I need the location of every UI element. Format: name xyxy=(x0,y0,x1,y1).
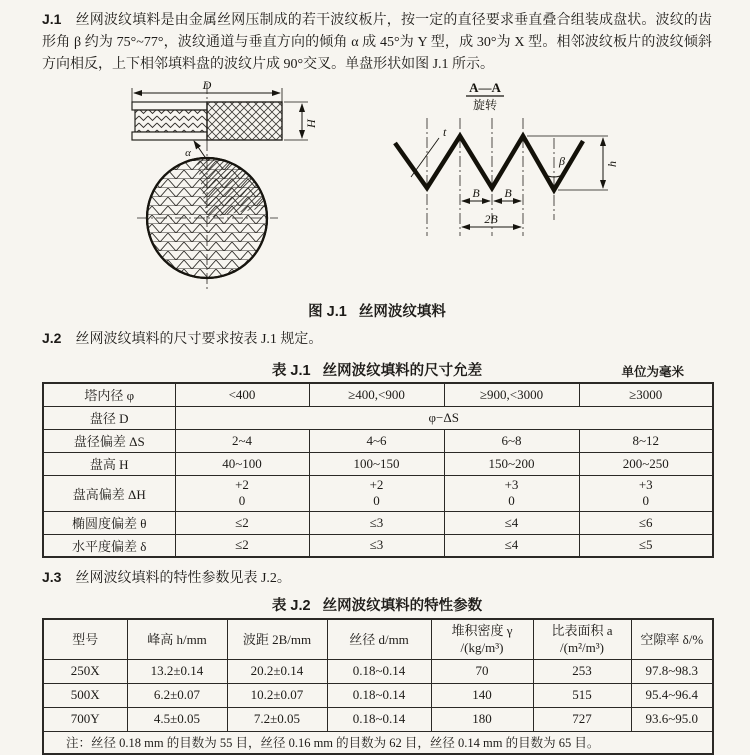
table-note-row xyxy=(43,731,713,754)
table-j2-title xyxy=(42,594,712,615)
col-header-wave-pitch: 波距 2B/mm xyxy=(227,619,327,659)
cell: ≤5 xyxy=(579,534,713,557)
table-j2 xyxy=(42,618,714,755)
cell: 10.2±0.07 xyxy=(227,683,327,707)
table-header-row xyxy=(43,619,713,659)
paragraph-j1 xyxy=(42,8,712,76)
col-header-specific-surface: 比表面积 a /(m²/m³) xyxy=(533,619,631,659)
table-row xyxy=(43,475,713,511)
cell: 180 xyxy=(431,707,533,731)
figure-corrugation-profile xyxy=(375,80,695,258)
cell xyxy=(444,475,579,511)
cell: 4~6 xyxy=(309,429,444,452)
clause-number-j1: J.1 xyxy=(42,11,62,27)
cell xyxy=(579,475,713,511)
clause-number-j2: J.2 xyxy=(42,330,62,346)
row-header-tower-diameter: 塔内径 φ xyxy=(43,383,175,406)
row-header-diameter-deviation: 盘径偏差 ΔS xyxy=(43,429,175,452)
figure-caption xyxy=(42,300,712,321)
cell: ≤2 xyxy=(175,534,309,557)
paragraph-j2 xyxy=(42,327,712,351)
cell: 13.2±0.14 xyxy=(127,659,227,683)
cell: 7.2±0.05 xyxy=(227,707,327,731)
cell: 0.18~0.14 xyxy=(327,683,431,707)
table-row xyxy=(43,659,713,683)
cell: 100~150 xyxy=(309,452,444,475)
cell: 140 xyxy=(431,683,533,707)
table-j1-title-row xyxy=(42,359,712,379)
cell: 6.2±0.07 xyxy=(127,683,227,707)
cell: ≤3 xyxy=(309,534,444,557)
cell: 4.5±0.05 xyxy=(127,707,227,731)
cell: 150~200 xyxy=(444,452,579,475)
cell: ≤4 xyxy=(444,511,579,534)
cell: ≤6 xyxy=(579,511,713,534)
corrugation-zigzag xyxy=(395,136,583,190)
cell: 0.18~0.14 xyxy=(327,707,431,731)
col-header-bulk-density: 堆积密度 γ /(kg/m³) xyxy=(431,619,533,659)
cell: ≥900,<3000 xyxy=(444,383,579,406)
tolerance-upper: +3 xyxy=(638,477,653,492)
table-row xyxy=(43,683,713,707)
cell xyxy=(175,475,309,511)
table-j1-number: 表 J.1 xyxy=(271,363,311,379)
figure-j1 xyxy=(42,80,712,296)
figure-caption-title: 丝网波纹填料 xyxy=(358,304,446,320)
cell xyxy=(309,475,444,511)
period-label: 2B xyxy=(484,212,498,226)
cell: 253 xyxy=(533,659,631,683)
tolerance-lower: 0 xyxy=(373,493,380,508)
cell: 93.6~95.0 xyxy=(631,707,713,731)
tolerance-lower: 0 xyxy=(238,493,246,508)
dim-d-label: D xyxy=(202,80,212,92)
tolerance-upper: +2 xyxy=(235,477,249,492)
cell: 515 xyxy=(533,683,631,707)
paragraph-j2-text: 丝网波纹填料的尺寸要求按表 J.1 规定。 xyxy=(75,332,323,347)
figure-caption-number: 图 J.1 xyxy=(308,304,347,320)
row-header-disc-diameter: 盘径 D xyxy=(43,406,175,429)
cell: 250X xyxy=(43,659,127,683)
dimension-H xyxy=(284,102,318,140)
cell: 500X xyxy=(43,683,127,707)
col-header-void-fraction: 空隙率 δ/% xyxy=(631,619,713,659)
table-row xyxy=(43,383,713,406)
h-label: h xyxy=(605,161,619,167)
row-header-height-deviation: 盘高偏差 ΔH xyxy=(43,475,175,511)
cell: ≤3 xyxy=(309,511,444,534)
table-j2-number: 表 J.2 xyxy=(271,598,311,614)
b-right-label: B xyxy=(504,186,512,200)
cell: 95.4~96.4 xyxy=(631,683,713,707)
cell: 97.8~98.3 xyxy=(631,659,713,683)
tolerance-upper: +2 xyxy=(369,477,384,492)
cell: 200~250 xyxy=(579,452,713,475)
dimension-2B xyxy=(462,212,521,227)
cell: 2~4 xyxy=(175,429,309,452)
table-j1-title xyxy=(42,359,712,380)
cell: <400 xyxy=(175,383,309,406)
section-title xyxy=(466,80,504,112)
table-j2-title-text: 丝网波纹填料的特性参数 xyxy=(322,598,483,614)
cell: 6~8 xyxy=(444,429,579,452)
row-header-ellipticity-deviation: 椭圆度偏差 θ xyxy=(43,511,175,534)
table-row xyxy=(43,452,713,475)
cell: 40~100 xyxy=(175,452,309,475)
col-header-model: 型号 xyxy=(43,619,127,659)
table-j1-title-text: 丝网波纹填料的尺寸允差 xyxy=(322,363,483,379)
figure-disc-views xyxy=(112,80,327,296)
col-header-peak-height: 峰高 h/mm xyxy=(127,619,227,659)
cell: ≤4 xyxy=(444,534,579,557)
angle-beta-label: β xyxy=(559,154,565,168)
cell: ≥400,<900 xyxy=(309,383,444,406)
cell: 700Y xyxy=(43,707,127,731)
cell: 727 xyxy=(533,707,631,731)
angle-alpha-label: α xyxy=(185,147,191,159)
col-header-wire-diameter: 丝径 d/mm xyxy=(327,619,431,659)
table-row xyxy=(43,707,713,731)
table-row xyxy=(43,511,713,534)
paragraph-j3 xyxy=(42,566,712,590)
cell: 70 xyxy=(431,659,533,683)
row-header-disc-height: 盘高 H xyxy=(43,452,175,475)
row-header-levelness-deviation: 水平度偏差 δ xyxy=(43,534,175,557)
tolerance-lower: 0 xyxy=(508,493,515,508)
table-j1 xyxy=(42,382,714,558)
dimension-t xyxy=(411,125,447,177)
crossed-sector xyxy=(197,158,267,218)
section-label: A—A xyxy=(469,80,501,95)
table-row xyxy=(43,534,713,557)
table-j1-unit: 单位为毫米 xyxy=(621,365,684,379)
table-row xyxy=(43,429,713,452)
paragraph-j3-text: 丝网波纹填料的特性参数见表 J.2。 xyxy=(75,571,291,586)
table-j2-note: 注：丝径 0.18 mm 的目数为 55 目，丝径 0.16 mm 的目数为 62 目，丝径 0.14 mm 的目数为 65 目。 xyxy=(43,731,713,754)
disc-plan-view xyxy=(137,158,278,278)
cell: 8~12 xyxy=(579,429,713,452)
cell: 0.18~0.14 xyxy=(327,659,431,683)
tolerance-lower: 0 xyxy=(642,493,649,508)
cell: ≤2 xyxy=(175,511,309,534)
cell: ≥3000 xyxy=(579,383,713,406)
cell-span: φ−ΔS xyxy=(175,406,713,429)
tolerance-upper: +3 xyxy=(504,477,519,492)
clause-number-j3: J.3 xyxy=(42,569,62,585)
rotate-label: 旋转 xyxy=(472,98,498,112)
thickness-label: t xyxy=(443,125,447,139)
cell: 20.2±0.14 xyxy=(227,659,327,683)
table-row xyxy=(43,406,713,429)
b-left-label: B xyxy=(472,186,480,200)
dim-h-label: H xyxy=(304,119,318,128)
paragraph-j1-text: 丝网波纹填料是由金属丝网压制成的若干波纹板片，按一定的直径要求垂直叠合组装成盘状。波纹的齿形角 β 约为 75°~77°，波纹通道与垂直方向的倾角 α 成 45°为 Y 型，成 30°为 X 型。相邻波纹板片的波纹倾斜方向相反，上下相邻填料盘的波纹片成 90°交叉。单盘形状如图 J.1 所示。 xyxy=(42,13,712,72)
